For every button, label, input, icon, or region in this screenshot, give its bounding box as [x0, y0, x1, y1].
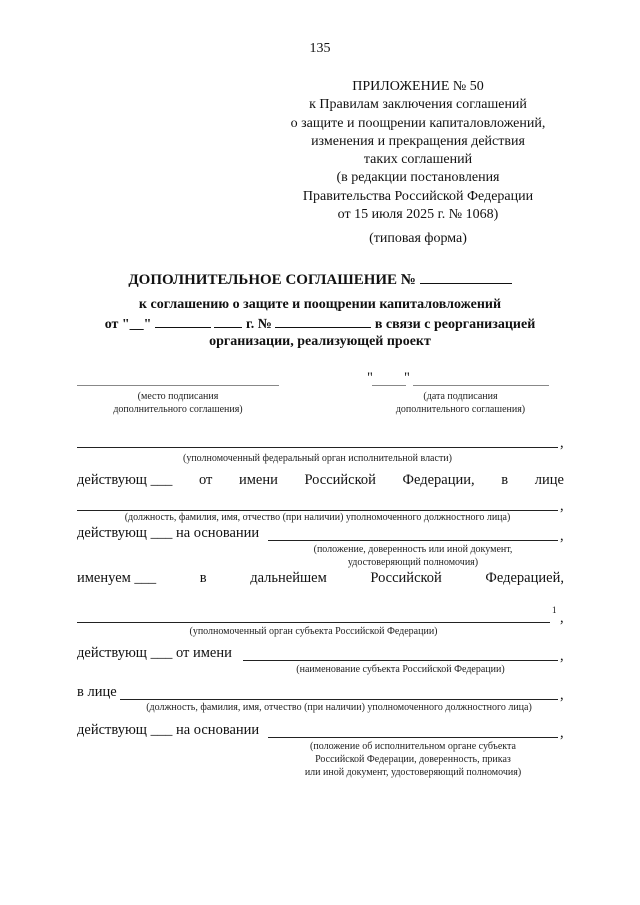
basis-caption: (положение, доверенность или иной документ, удостоверяющий полномочия): [313, 544, 513, 568]
comma: ,: [560, 435, 564, 451]
date-quote-close: ": [404, 370, 410, 386]
named-line: именуем ___ в дальнейшем Российской Федерацией,: [77, 570, 564, 586]
comma: ,: [560, 687, 564, 703]
subtitle-g: г. №: [245, 316, 272, 332]
subtitle-line-2: [0, 314, 640, 334]
in-person-label: в лице: [77, 684, 117, 700]
comma: ,: [560, 610, 564, 626]
comma: ,: [560, 648, 564, 664]
agreement-ref-number-blank[interactable]: [275, 314, 371, 328]
acting-basis-label-2: действующ ___ на основании: [77, 722, 260, 738]
page-number: 135: [309, 41, 331, 56]
basis-field[interactable]: [268, 540, 558, 541]
date-quote-open: ": [367, 370, 373, 386]
official-caption: (должность, фамилия, имя, отчество (при наличии) уполномоченного должностного лица): [124, 512, 511, 523]
signing-day-line[interactable]: [372, 385, 406, 386]
acting-basis-label: действующ ___ на основании: [77, 525, 260, 541]
subtitle-line-3: организации, реализующей проект: [209, 334, 431, 349]
regional-body-caption: (уполномоченный орган субъекта Российской Федерации): [189, 626, 438, 637]
signing-place-line[interactable]: [77, 385, 279, 386]
appendix-line: к Правилам заключения соглашений: [309, 97, 527, 113]
signing-date-caption: (дата подписания дополнительного соглашения): [395, 391, 526, 415]
appendix-line: таких соглашений: [363, 152, 473, 168]
document-subtitle: [0, 296, 640, 351]
federal-body-field[interactable]: [77, 447, 558, 448]
signing-date-line[interactable]: [413, 385, 549, 386]
basis-caption-2: (положение об исполнительном органе субъекта Российской Федерации, доверенность, приказ или иной документ, удостоверяющий полномочия): [304, 741, 522, 778]
appendix-line: изменения и прекращения действия: [311, 133, 525, 149]
signing-place-caption: (место подписания дополнительного соглашения): [113, 391, 243, 415]
official-field-2[interactable]: [120, 699, 558, 700]
appendix-line: о защите и поощрении капиталовложений,: [290, 115, 546, 131]
appendix-line: (в редакции постановления: [336, 170, 500, 186]
subtitle-line-1: к соглашению о защите и поощрении капиталовложений: [138, 297, 502, 312]
appendix-line: Правительства Российской Федерации: [302, 188, 534, 204]
regional-body-field[interactable]: [77, 622, 550, 623]
basis-field-2[interactable]: [268, 737, 558, 738]
date-year-blank[interactable]: [214, 314, 242, 328]
appendix-header: [268, 78, 568, 224]
title-text: ДОПОЛНИТЕЛЬНОЕ СОГЛАШЕНИЕ №: [128, 272, 416, 288]
agreement-number-blank[interactable]: [420, 270, 512, 284]
subtitle-from: от "__": [104, 316, 152, 332]
appendix-line: ПРИЛОЖЕНИЕ № 50: [352, 79, 484, 94]
appendix-line: от 15 июля 2025 г. № 1068): [337, 207, 499, 223]
comma: ,: [560, 725, 564, 741]
official-caption-2: (должность, фамилия, имя, отчество (при наличии) уполномоченного должностного лица): [146, 702, 532, 713]
subject-caption: (наименование субъекта Российской Федерации): [296, 664, 505, 675]
form-type: (типовая форма): [369, 231, 467, 246]
acting-on-behalf-line: действующ ___ от имени Российской Федерации, в лице: [77, 472, 564, 488]
document-title: [0, 270, 640, 289]
acting-on-behalf-label: действующ ___ от имени: [77, 645, 232, 661]
date-month-blank[interactable]: [155, 314, 211, 328]
federal-body-caption: (уполномоченный федеральный орган исполнительной власти): [183, 453, 452, 464]
subtitle-tail: в связи с реорганизацией: [374, 316, 536, 332]
comma: ,: [560, 498, 564, 514]
comma: ,: [560, 528, 564, 544]
footnote-mark: 1: [552, 605, 557, 615]
subject-field[interactable]: [243, 660, 558, 661]
